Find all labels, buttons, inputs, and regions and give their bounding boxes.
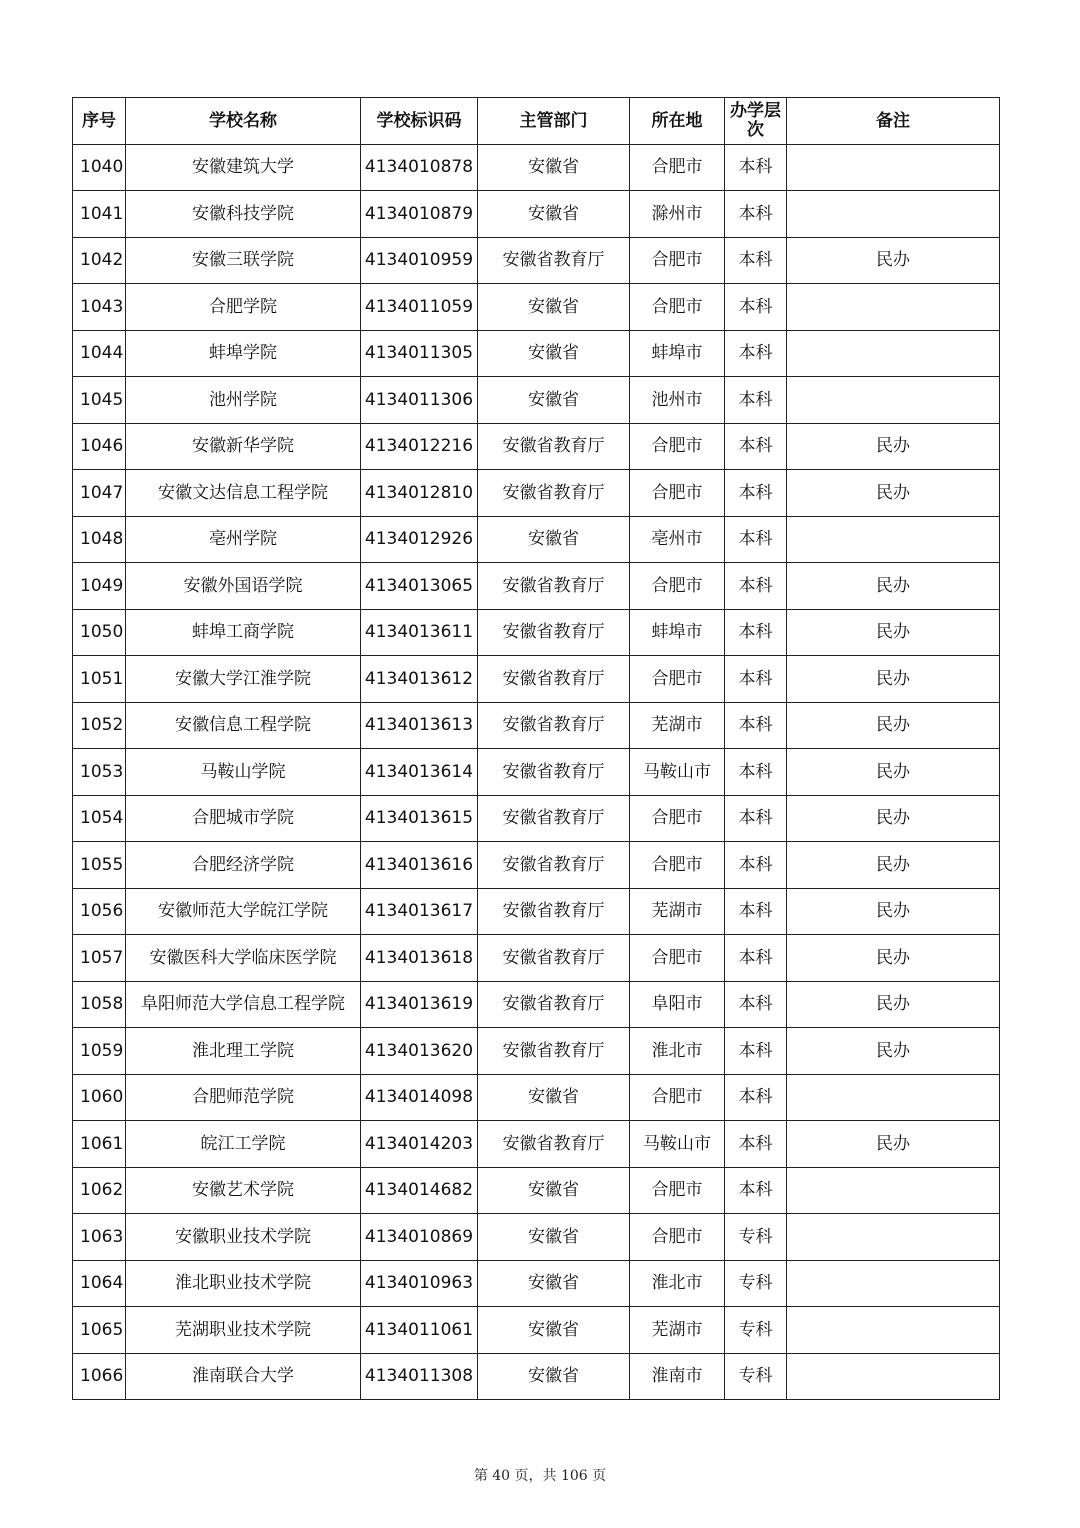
- cell-location: 合肥市: [630, 144, 725, 191]
- cell-remarks: 民办: [787, 981, 1000, 1028]
- cell-department: 安徽省: [478, 1353, 630, 1400]
- cell-school-name: 安徽医科大学临床医学院: [126, 935, 361, 982]
- cell-department: 安徽省教育厅: [478, 470, 630, 517]
- cell-serial-no: 1055: [73, 842, 126, 889]
- cell-department: 安徽省教育厅: [478, 842, 630, 889]
- cell-remarks: 民办: [787, 656, 1000, 703]
- cell-serial-no: 1066: [73, 1353, 126, 1400]
- cell-education-level: 本科: [725, 563, 787, 610]
- table-body: [73, 144, 1000, 1400]
- cell-remarks: [787, 1307, 1000, 1354]
- cell-school-code: 4134010869: [361, 1214, 478, 1261]
- cell-serial-no: 1040: [73, 144, 126, 191]
- cell-department: 安徽省: [478, 144, 630, 191]
- cell-serial-no: 1042: [73, 237, 126, 284]
- cell-department: 安徽省: [478, 1307, 630, 1354]
- cell-remarks: 民办: [787, 1028, 1000, 1075]
- cell-education-level: 本科: [725, 470, 787, 517]
- cell-education-level: 本科: [725, 656, 787, 703]
- cell-serial-no: 1057: [73, 935, 126, 982]
- cell-serial-no: 1046: [73, 423, 126, 470]
- cell-serial-no: 1064: [73, 1260, 126, 1307]
- cell-school-code: 4134014203: [361, 1121, 478, 1168]
- cell-remarks: [787, 144, 1000, 191]
- cell-education-level: 本科: [725, 1167, 787, 1214]
- cell-serial-no: 1060: [73, 1074, 126, 1121]
- cell-school-code: 4134013613: [361, 702, 478, 749]
- cell-education-level: 本科: [725, 609, 787, 656]
- cell-department: 安徽省: [478, 1167, 630, 1214]
- header-education-level: 办学层次: [725, 98, 787, 145]
- cell-location: 合肥市: [630, 563, 725, 610]
- header-school-code: 学校标识码: [361, 98, 478, 145]
- cell-school-code: 4134013065: [361, 563, 478, 610]
- header-remarks: 备注: [787, 98, 1000, 145]
- cell-remarks: 民办: [787, 1121, 1000, 1168]
- cell-school-name: 合肥学院: [126, 284, 361, 331]
- cell-education-level: 本科: [725, 1028, 787, 1075]
- header-serial-no: 序号: [73, 98, 126, 145]
- cell-education-level: 本科: [725, 702, 787, 749]
- cell-education-level: 本科: [725, 842, 787, 889]
- table-row: [73, 237, 1000, 284]
- cell-department: 安徽省教育厅: [478, 702, 630, 749]
- cell-school-name: 安徽建筑大学: [126, 144, 361, 191]
- cell-school-name: 安徽外国语学院: [126, 563, 361, 610]
- cell-school-code: 4134013616: [361, 842, 478, 889]
- table-row: [73, 795, 1000, 842]
- table-row: [73, 1307, 1000, 1354]
- cell-school-code: 4134011061: [361, 1307, 478, 1354]
- cell-remarks: [787, 377, 1000, 424]
- cell-location: 合肥市: [630, 1074, 725, 1121]
- cell-remarks: [787, 516, 1000, 563]
- cell-location: 滁州市: [630, 191, 725, 238]
- cell-location: 合肥市: [630, 795, 725, 842]
- cell-remarks: 民办: [787, 702, 1000, 749]
- cell-location: 合肥市: [630, 842, 725, 889]
- table-row: [73, 1121, 1000, 1168]
- cell-remarks: [787, 284, 1000, 331]
- cell-education-level: 本科: [725, 516, 787, 563]
- cell-school-code: 4134013611: [361, 609, 478, 656]
- cell-school-name: 池州学院: [126, 377, 361, 424]
- cell-serial-no: 1059: [73, 1028, 126, 1075]
- cell-location: 合肥市: [630, 1214, 725, 1261]
- cell-education-level: 本科: [725, 749, 787, 796]
- cell-remarks: 民办: [787, 935, 1000, 982]
- table-row: [73, 377, 1000, 424]
- cell-remarks: 民办: [787, 237, 1000, 284]
- cell-school-name: 马鞍山学院: [126, 749, 361, 796]
- table-row: [73, 1353, 1000, 1400]
- cell-school-name: 芜湖职业技术学院: [126, 1307, 361, 1354]
- cell-school-name: 淮北理工学院: [126, 1028, 361, 1075]
- cell-school-name: 安徽职业技术学院: [126, 1214, 361, 1261]
- cell-serial-no: 1050: [73, 609, 126, 656]
- table-row: [73, 888, 1000, 935]
- table-row: [73, 516, 1000, 563]
- cell-serial-no: 1058: [73, 981, 126, 1028]
- cell-serial-no: 1054: [73, 795, 126, 842]
- cell-education-level: 本科: [725, 237, 787, 284]
- cell-department: 安徽省教育厅: [478, 656, 630, 703]
- cell-school-name: 蚌埠学院: [126, 330, 361, 377]
- table-row: [73, 284, 1000, 331]
- table-row: [73, 191, 1000, 238]
- cell-location: 蚌埠市: [630, 609, 725, 656]
- table-row: [73, 1214, 1000, 1261]
- cell-location: 合肥市: [630, 935, 725, 982]
- cell-serial-no: 1044: [73, 330, 126, 377]
- cell-school-code: 4134011305: [361, 330, 478, 377]
- cell-location: 芜湖市: [630, 702, 725, 749]
- cell-location: 芜湖市: [630, 888, 725, 935]
- cell-school-name: 安徽信息工程学院: [126, 702, 361, 749]
- table-row: [73, 935, 1000, 982]
- cell-school-code: 4134013617: [361, 888, 478, 935]
- cell-education-level: 本科: [725, 1121, 787, 1168]
- cell-remarks: [787, 1167, 1000, 1214]
- cell-remarks: [787, 1260, 1000, 1307]
- cell-school-code: 4134010879: [361, 191, 478, 238]
- cell-serial-no: 1063: [73, 1214, 126, 1261]
- table-row: [73, 749, 1000, 796]
- table-row: [73, 470, 1000, 517]
- cell-remarks: [787, 330, 1000, 377]
- cell-school-code: 4134014098: [361, 1074, 478, 1121]
- cell-remarks: [787, 191, 1000, 238]
- cell-school-code: 4134011308: [361, 1353, 478, 1400]
- cell-location: 亳州市: [630, 516, 725, 563]
- cell-school-code: 4134010959: [361, 237, 478, 284]
- header-department: 主管部门: [478, 98, 630, 145]
- table-row: [73, 563, 1000, 610]
- cell-school-code: 4134010878: [361, 144, 478, 191]
- cell-school-name: 安徽艺术学院: [126, 1167, 361, 1214]
- cell-remarks: 民办: [787, 563, 1000, 610]
- cell-education-level: 本科: [725, 284, 787, 331]
- cell-school-code: 4134013612: [361, 656, 478, 703]
- cell-serial-no: 1043: [73, 284, 126, 331]
- cell-school-code: 4134012810: [361, 470, 478, 517]
- cell-school-name: 蚌埠工商学院: [126, 609, 361, 656]
- cell-serial-no: 1061: [73, 1121, 126, 1168]
- cell-school-name: 安徽师范大学皖江学院: [126, 888, 361, 935]
- table-header: [73, 98, 1000, 145]
- cell-department: 安徽省教育厅: [478, 563, 630, 610]
- cell-remarks: 民办: [787, 795, 1000, 842]
- cell-department: 安徽省教育厅: [478, 749, 630, 796]
- cell-department: 安徽省教育厅: [478, 423, 630, 470]
- cell-location: 合肥市: [630, 656, 725, 703]
- cell-school-code: 4134012926: [361, 516, 478, 563]
- cell-school-code: 4134011059: [361, 284, 478, 331]
- table-row: [73, 423, 1000, 470]
- cell-school-name: 安徽科技学院: [126, 191, 361, 238]
- cell-serial-no: 1065: [73, 1307, 126, 1354]
- cell-education-level: 专科: [725, 1260, 787, 1307]
- cell-location: 马鞍山市: [630, 1121, 725, 1168]
- cell-department: 安徽省教育厅: [478, 795, 630, 842]
- cell-remarks: [787, 1074, 1000, 1121]
- cell-education-level: 本科: [725, 191, 787, 238]
- table-row: [73, 842, 1000, 889]
- cell-education-level: 本科: [725, 795, 787, 842]
- cell-location: 合肥市: [630, 1167, 725, 1214]
- cell-education-level: 专科: [725, 1353, 787, 1400]
- table-row: [73, 702, 1000, 749]
- cell-school-name: 阜阳师范大学信息工程学院: [126, 981, 361, 1028]
- cell-school-name: 安徽大学江淮学院: [126, 656, 361, 703]
- cell-department: 安徽省: [478, 516, 630, 563]
- cell-department: 安徽省: [478, 1260, 630, 1307]
- cell-remarks: 民办: [787, 470, 1000, 517]
- cell-education-level: 专科: [725, 1214, 787, 1261]
- cell-education-level: 本科: [725, 377, 787, 424]
- cell-remarks: 民办: [787, 888, 1000, 935]
- cell-location: 合肥市: [630, 284, 725, 331]
- cell-serial-no: 1051: [73, 656, 126, 703]
- table-row: [73, 981, 1000, 1028]
- header-location: 所在地: [630, 98, 725, 145]
- table-row: [73, 144, 1000, 191]
- table-row: [73, 609, 1000, 656]
- table-row: [73, 1028, 1000, 1075]
- cell-department: 安徽省: [478, 1074, 630, 1121]
- cell-school-code: 4134013618: [361, 935, 478, 982]
- cell-education-level: 本科: [725, 144, 787, 191]
- cell-serial-no: 1048: [73, 516, 126, 563]
- cell-school-name: 安徽文达信息工程学院: [126, 470, 361, 517]
- cell-serial-no: 1045: [73, 377, 126, 424]
- cell-location: 淮南市: [630, 1353, 725, 1400]
- cell-department: 安徽省教育厅: [478, 609, 630, 656]
- cell-department: 安徽省教育厅: [478, 237, 630, 284]
- cell-school-name: 合肥师范学院: [126, 1074, 361, 1121]
- cell-department: 安徽省教育厅: [478, 1028, 630, 1075]
- cell-school-name: 皖江工学院: [126, 1121, 361, 1168]
- cell-education-level: 专科: [725, 1307, 787, 1354]
- table-row: [73, 1260, 1000, 1307]
- header-school-name: 学校名称: [126, 98, 361, 145]
- cell-location: 芜湖市: [630, 1307, 725, 1354]
- cell-location: 合肥市: [630, 470, 725, 517]
- cell-school-code: 4134012216: [361, 423, 478, 470]
- cell-remarks: [787, 1353, 1000, 1400]
- cell-serial-no: 1041: [73, 191, 126, 238]
- cell-department: 安徽省: [478, 1214, 630, 1261]
- cell-school-name: 合肥经济学院: [126, 842, 361, 889]
- cell-school-code: 4134013620: [361, 1028, 478, 1075]
- cell-education-level: 本科: [725, 888, 787, 935]
- page-footer: 第 40 页，共 106 页: [473, 1468, 607, 1484]
- cell-school-name: 安徽三联学院: [126, 237, 361, 284]
- cell-department: 安徽省教育厅: [478, 1121, 630, 1168]
- cell-remarks: 民办: [787, 842, 1000, 889]
- cell-location: 阜阳市: [630, 981, 725, 1028]
- cell-school-code: 4134014682: [361, 1167, 478, 1214]
- cell-serial-no: 1056: [73, 888, 126, 935]
- cell-serial-no: 1047: [73, 470, 126, 517]
- cell-education-level: 本科: [725, 935, 787, 982]
- cell-remarks: 民办: [787, 609, 1000, 656]
- table-row: [73, 656, 1000, 703]
- cell-remarks: [787, 1214, 1000, 1261]
- cell-location: 合肥市: [630, 237, 725, 284]
- cell-location: 马鞍山市: [630, 749, 725, 796]
- cell-department: 安徽省教育厅: [478, 935, 630, 982]
- cell-school-code: 4134013619: [361, 981, 478, 1028]
- cell-education-level: 本科: [725, 330, 787, 377]
- cell-department: 安徽省: [478, 377, 630, 424]
- cell-school-name: 亳州学院: [126, 516, 361, 563]
- header-row: [73, 98, 1000, 145]
- cell-education-level: 本科: [725, 1074, 787, 1121]
- cell-department: 安徽省教育厅: [478, 981, 630, 1028]
- cell-serial-no: 1062: [73, 1167, 126, 1214]
- cell-serial-no: 1052: [73, 702, 126, 749]
- table-row: [73, 1167, 1000, 1214]
- cell-school-name: 安徽新华学院: [126, 423, 361, 470]
- cell-school-name: 淮南联合大学: [126, 1353, 361, 1400]
- cell-school-code: 4134013614: [361, 749, 478, 796]
- cell-school-code: 4134010963: [361, 1260, 478, 1307]
- table-row: [73, 330, 1000, 377]
- cell-location: 蚌埠市: [630, 330, 725, 377]
- cell-department: 安徽省: [478, 191, 630, 238]
- cell-education-level: 本科: [725, 423, 787, 470]
- cell-department: 安徽省教育厅: [478, 888, 630, 935]
- cell-school-name: 淮北职业技术学院: [126, 1260, 361, 1307]
- cell-location: 淮北市: [630, 1260, 725, 1307]
- school-list-table: [72, 97, 1000, 1400]
- cell-location: 合肥市: [630, 423, 725, 470]
- cell-location: 淮北市: [630, 1028, 725, 1075]
- cell-school-code: 4134011306: [361, 377, 478, 424]
- cell-serial-no: 1053: [73, 749, 126, 796]
- cell-department: 安徽省: [478, 284, 630, 331]
- cell-remarks: 民办: [787, 423, 1000, 470]
- cell-education-level: 本科: [725, 981, 787, 1028]
- cell-remarks: 民办: [787, 749, 1000, 796]
- cell-department: 安徽省: [478, 330, 630, 377]
- table-row: [73, 1074, 1000, 1121]
- cell-location: 池州市: [630, 377, 725, 424]
- cell-serial-no: 1049: [73, 563, 126, 610]
- cell-school-name: 合肥城市学院: [126, 795, 361, 842]
- cell-school-code: 4134013615: [361, 795, 478, 842]
